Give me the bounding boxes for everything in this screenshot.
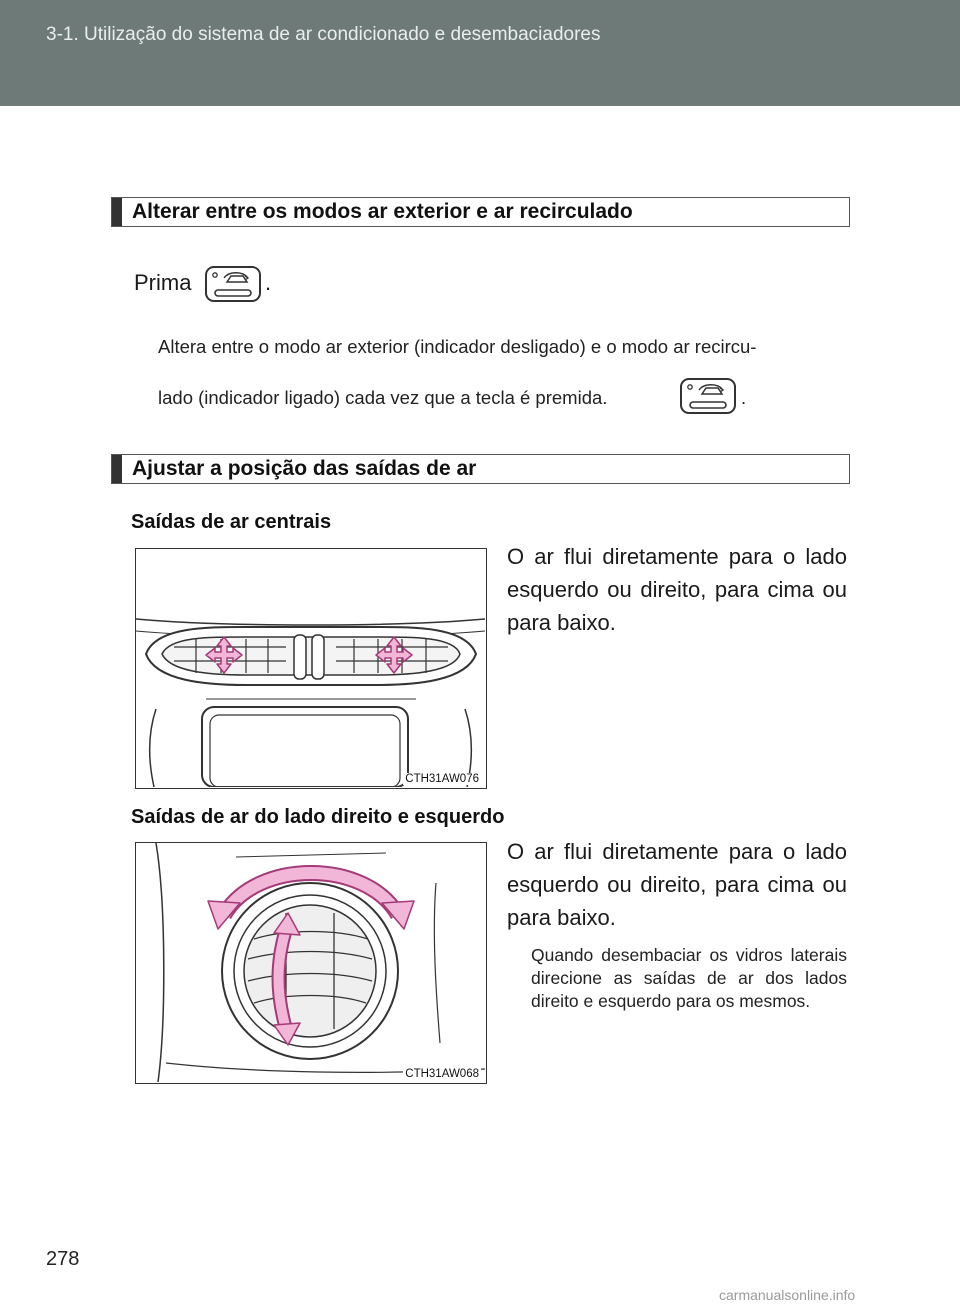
page-header bbox=[0, 0, 960, 106]
body-line-2: lado (indicador ligado) cada vez que a tecla é premida. bbox=[158, 387, 608, 408]
side-vents-figure bbox=[135, 842, 487, 1084]
central-vents-title: Saídas de ar centrais bbox=[131, 511, 332, 533]
side-vents-description: O ar flui diretamente para o lado esquerdo ou direito, para cima ou para baixo. bbox=[507, 839, 847, 930]
section-heading-text: Ajustar a posição das saídas de ar bbox=[132, 457, 477, 480]
section-heading-text: Alterar entre os modos ar exterior e ar recirculado bbox=[132, 200, 633, 223]
prima-label: Prima bbox=[134, 270, 192, 295]
body-line-1: Altera entre o modo ar exterior (indicador desligado) e o modo ar recircu- bbox=[158, 336, 757, 357]
heading-bar bbox=[112, 198, 122, 226]
prima-instruction bbox=[134, 270, 191, 296]
air-recirculation-button-icon bbox=[205, 266, 261, 302]
chapter-title: 3-1. Utilização do sistema de ar condicionado e desembaciadores bbox=[46, 24, 601, 45]
page-number: 278 bbox=[46, 1248, 80, 1270]
central-vents-figure bbox=[135, 548, 487, 789]
side-vents-note: Quando desembaciar os vidros laterais direcione as saídas de ar dos lados direito e esquerdo para os mesmos. bbox=[531, 945, 847, 1011]
section-heading-vent-position bbox=[111, 454, 850, 484]
watermark: carmanualsonline.info bbox=[719, 1287, 856, 1303]
central-vents-description: O ar flui diretamente para o lado esquerdo ou direito, para cima ou para baixo. bbox=[507, 544, 847, 635]
air-recirculation-button-icon-inline bbox=[680, 378, 736, 414]
section-heading-air-mode bbox=[111, 197, 850, 227]
side-vents-illustration bbox=[136, 843, 485, 1082]
prima-period: . bbox=[265, 270, 272, 295]
central-vents-illustration bbox=[136, 549, 485, 787]
side-vents-title: Saídas de ar do lado direito e esquerdo bbox=[131, 806, 505, 828]
heading-bar bbox=[112, 455, 122, 483]
figure-code: CTH31AW068 bbox=[405, 1068, 479, 1080]
figure-code: CTH31AW076 bbox=[405, 773, 479, 785]
body-period: . bbox=[741, 387, 747, 408]
